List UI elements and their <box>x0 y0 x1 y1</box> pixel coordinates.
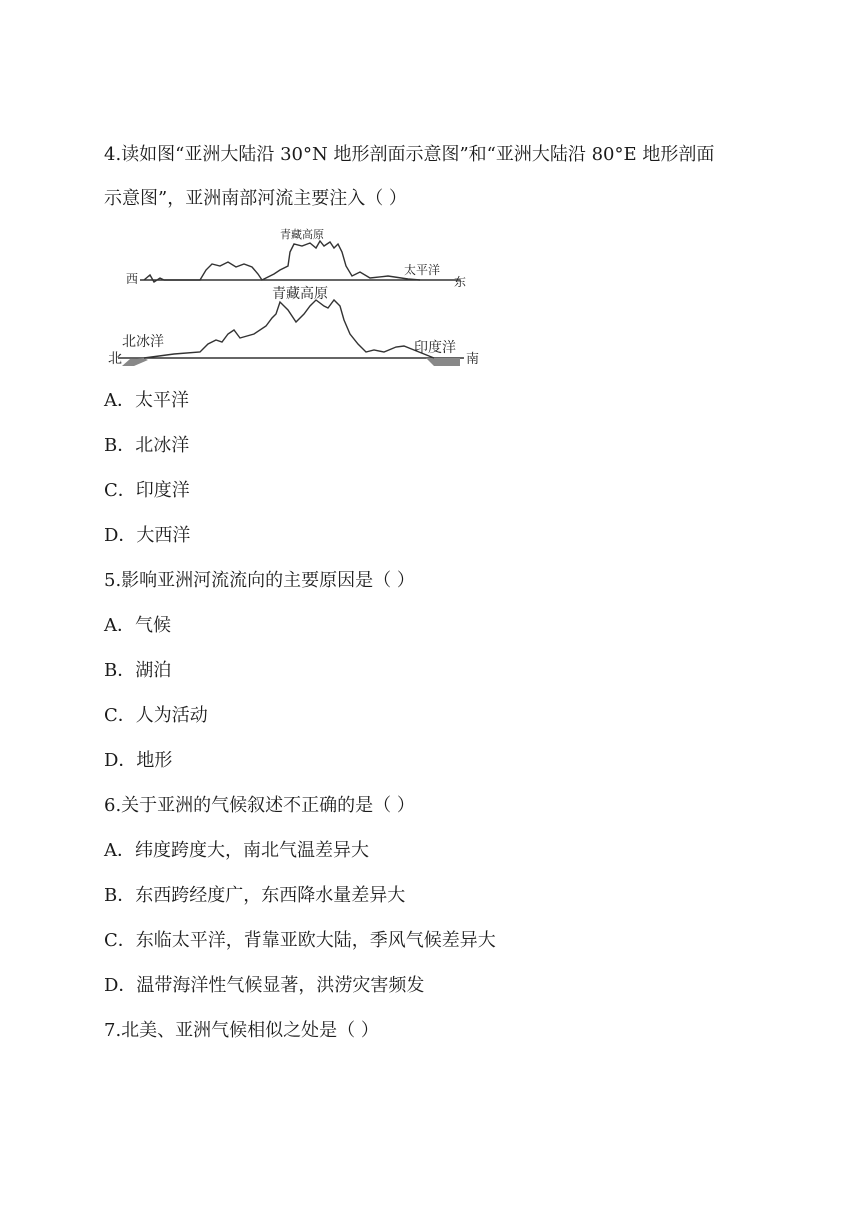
label-pacific-ocean: 太平洋 <box>404 263 441 277</box>
label-plateau-80e: 青藏高原 <box>272 286 328 302</box>
question-5-option-c: C．人为活动 <box>104 705 208 726</box>
question-6-option-d: D．温带海洋性气候显著，洪涝灾害频发 <box>104 975 425 996</box>
profile-80e-terrain <box>144 300 434 358</box>
question-6-option-a: A．纬度跨度大，南北气温差异大 <box>104 840 369 861</box>
question-5-option-d: D．地形 <box>104 750 173 771</box>
label-east: 东 <box>454 275 467 289</box>
profile-30n <box>126 227 466 289</box>
profile-80e <box>108 285 479 367</box>
label-plateau-30n: 青藏高原 <box>280 228 324 241</box>
label-arctic-ocean: 北冰洋 <box>122 334 164 350</box>
terrain-profile-svg <box>104 226 494 372</box>
terrain-profile-figure <box>104 226 494 372</box>
arctic-ocean-shade <box>122 358 148 366</box>
question-7-stem: 7.北美、亚洲气候相似之处是（ ） <box>104 1020 379 1041</box>
question-5-option-a: A．气候 <box>104 615 171 636</box>
label-indian-ocean: 印度洋 <box>414 340 456 356</box>
label-north: 北 <box>108 351 122 367</box>
question-5-option-b: B．湖泊 <box>104 660 172 681</box>
question-5-stem: 5.影响亚洲河流流向的主要原因是（ ） <box>104 570 415 591</box>
question-4-option-b: B．北冰洋 <box>104 435 190 456</box>
label-west: 西 <box>126 272 139 286</box>
question-4-option-d: D．大西洋 <box>104 525 191 546</box>
question-4-option-a: A．太平洋 <box>104 390 189 411</box>
question-6-option-b: B．东西跨经度广，东西降水量差异大 <box>104 885 406 906</box>
label-south: 南 <box>466 352 480 367</box>
profile-30n-terrain <box>144 241 420 282</box>
question-6-stem: 6.关于亚洲的气候叙述不正确的是（ ） <box>104 795 415 816</box>
question-6-option-c: C．东临太平洋，背靠亚欧大陆，季风气候差异大 <box>104 930 496 951</box>
question-4-option-c: C．印度洋 <box>104 480 190 501</box>
question-4-stem-line-1: 4.读如图“亚洲大陆沿 30°N 地形剖面示意图”和“亚洲大陆沿 80°E 地形剖面 <box>104 144 715 165</box>
indian-ocean-shade <box>426 358 460 366</box>
question-4-stem-line-2: 示意图”，亚洲南部河流主要注入（ ） <box>104 188 407 209</box>
